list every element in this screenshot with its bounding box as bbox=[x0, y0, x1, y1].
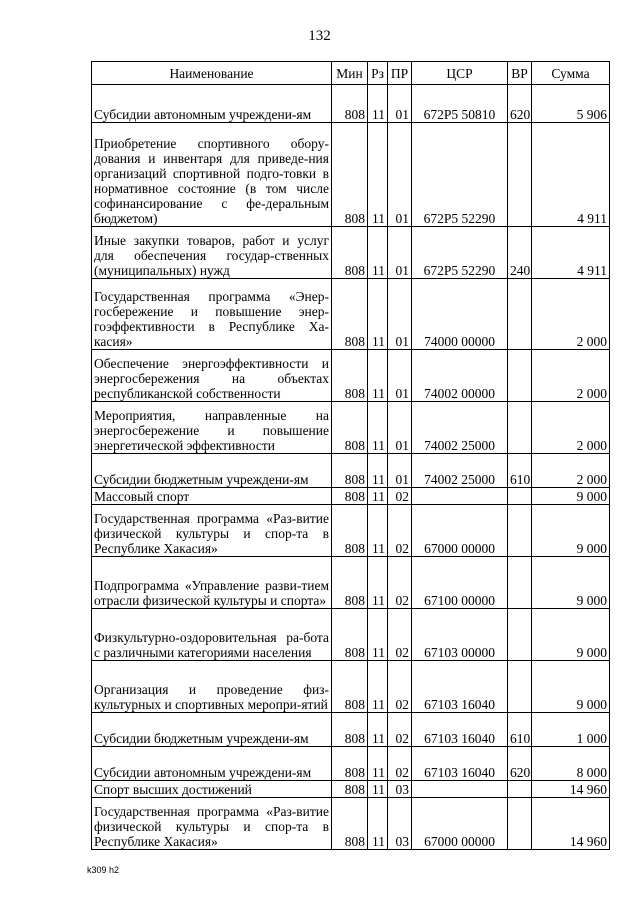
cell-rz: 11 bbox=[368, 505, 388, 557]
table-row bbox=[92, 798, 610, 850]
cell-vr bbox=[508, 781, 532, 798]
cell-rz: 11 bbox=[368, 227, 388, 279]
cell-vr bbox=[508, 798, 532, 850]
cell-csr: 67000 00000 bbox=[412, 798, 508, 850]
cell-vr: 240 bbox=[508, 227, 532, 279]
cell-rz: 11 bbox=[368, 781, 388, 798]
cell-pr: 02 bbox=[388, 747, 412, 781]
table-row bbox=[92, 747, 610, 781]
cell-pr: 02 bbox=[388, 661, 412, 713]
cell-min: 808 bbox=[332, 454, 368, 488]
column-header-csr: ЦСР bbox=[412, 62, 508, 85]
table-body bbox=[92, 85, 610, 850]
cell-name: Субсидии автономным учреждени-ям bbox=[92, 747, 332, 781]
cell-sum: 9 000 bbox=[532, 609, 610, 661]
cell-csr bbox=[412, 488, 508, 505]
cell-sum: 1 000 bbox=[532, 713, 610, 747]
cell-vr bbox=[508, 279, 532, 350]
cell-rz: 11 bbox=[368, 454, 388, 488]
cell-csr: 672P5 52290 bbox=[412, 227, 508, 279]
cell-sum: 2 000 bbox=[532, 279, 610, 350]
table-row bbox=[92, 402, 610, 454]
cell-min: 808 bbox=[332, 747, 368, 781]
cell-name: Приобретение спортивного обору-дования и инвентаря для приведе-ния организаций спортивной подго-товки в нормативное состояние (в том числе софинансирование с фе-деральным бюджетом) bbox=[92, 123, 332, 227]
cell-name: Субсидии автономным учреждени-ям bbox=[92, 85, 332, 123]
cell-pr: 01 bbox=[388, 454, 412, 488]
cell-sum: 5 906 bbox=[532, 85, 610, 123]
cell-rz: 11 bbox=[368, 350, 388, 402]
cell-sum: 4 911 bbox=[532, 123, 610, 227]
cell-name: Подпрограмма «Управление разви-тием отрасли физической культуры и спорта» bbox=[92, 557, 332, 609]
cell-vr bbox=[508, 350, 532, 402]
table-row bbox=[92, 713, 610, 747]
cell-pr: 01 bbox=[388, 227, 412, 279]
cell-name: Обеспечение энергоэффективности и энергосбережения на объектах республиканской собственности bbox=[92, 350, 332, 402]
cell-pr: 01 bbox=[388, 123, 412, 227]
cell-min: 808 bbox=[332, 505, 368, 557]
cell-min: 808 bbox=[332, 402, 368, 454]
cell-csr: 74002 00000 bbox=[412, 350, 508, 402]
cell-rz: 11 bbox=[368, 488, 388, 505]
table-row bbox=[92, 781, 610, 798]
cell-pr: 03 bbox=[388, 798, 412, 850]
table-row bbox=[92, 505, 610, 557]
cell-sum: 14 960 bbox=[532, 798, 610, 850]
table-row bbox=[92, 85, 610, 123]
cell-pr: 01 bbox=[388, 279, 412, 350]
cell-csr: 67103 16040 bbox=[412, 661, 508, 713]
cell-csr: 67103 16040 bbox=[412, 747, 508, 781]
cell-rz: 11 bbox=[368, 609, 388, 661]
cell-csr: 67103 00000 bbox=[412, 609, 508, 661]
cell-rz: 11 bbox=[368, 747, 388, 781]
cell-name: Спорт высших достижений bbox=[92, 781, 332, 798]
cell-pr: 02 bbox=[388, 557, 412, 609]
cell-min: 808 bbox=[332, 713, 368, 747]
cell-vr bbox=[508, 402, 532, 454]
cell-vr bbox=[508, 505, 532, 557]
cell-name: Государственная программа «Раз-витие физической культуры и спор-та в Республике Хакасия» bbox=[92, 798, 332, 850]
cell-sum: 9 000 bbox=[532, 661, 610, 713]
cell-sum: 4 911 bbox=[532, 227, 610, 279]
cell-csr: 74002 25000 bbox=[412, 402, 508, 454]
cell-csr: 74000 00000 bbox=[412, 279, 508, 350]
footer-code: k309 h2 bbox=[87, 865, 120, 875]
table-row bbox=[92, 661, 610, 713]
cell-vr bbox=[508, 661, 532, 713]
column-header-sum: Сумма bbox=[532, 62, 610, 85]
cell-csr: 672P5 50810 bbox=[412, 85, 508, 123]
page-number: 132 bbox=[308, 28, 331, 44]
cell-min: 808 bbox=[332, 488, 368, 505]
cell-pr: 02 bbox=[388, 488, 412, 505]
table-row bbox=[92, 557, 610, 609]
cell-pr: 02 bbox=[388, 505, 412, 557]
table-row bbox=[92, 227, 610, 279]
cell-sum: 2 000 bbox=[532, 454, 610, 488]
column-header-name: Наименование bbox=[92, 62, 332, 85]
cell-pr: 01 bbox=[388, 402, 412, 454]
cell-rz: 11 bbox=[368, 85, 388, 123]
cell-min: 808 bbox=[332, 350, 368, 402]
cell-sum: 8 000 bbox=[532, 747, 610, 781]
cell-rz: 11 bbox=[368, 123, 388, 227]
cell-name: Иные закупки товаров, работ и услуг для обеспечения государ-ственных (муниципальных) нужд bbox=[92, 227, 332, 279]
table-row bbox=[92, 609, 610, 661]
cell-vr: 610 bbox=[508, 713, 532, 747]
cell-min: 808 bbox=[332, 781, 368, 798]
cell-sum: 2 000 bbox=[532, 350, 610, 402]
cell-name: Физкультурно-оздоровительная ра-бота с различными категориями населения bbox=[92, 609, 332, 661]
column-header-min: Мин bbox=[332, 62, 368, 85]
cell-min: 808 bbox=[332, 661, 368, 713]
table-row bbox=[92, 123, 610, 227]
cell-min: 808 bbox=[332, 123, 368, 227]
cell-min: 808 bbox=[332, 609, 368, 661]
cell-name: Массовый спорт bbox=[92, 488, 332, 505]
cell-rz: 11 bbox=[368, 661, 388, 713]
column-header-pr: ПР bbox=[388, 62, 412, 85]
cell-csr: 672P5 52290 bbox=[412, 123, 508, 227]
cell-min: 808 bbox=[332, 85, 368, 123]
cell-csr: 67100 00000 bbox=[412, 557, 508, 609]
cell-sum: 9 000 bbox=[532, 488, 610, 505]
table-row bbox=[92, 279, 610, 350]
table-row bbox=[92, 350, 610, 402]
cell-pr: 02 bbox=[388, 713, 412, 747]
cell-csr: 74002 25000 bbox=[412, 454, 508, 488]
cell-csr: 67000 00000 bbox=[412, 505, 508, 557]
cell-vr: 620 bbox=[508, 85, 532, 123]
cell-rz: 11 bbox=[368, 402, 388, 454]
column-header-rz: Рз bbox=[368, 62, 388, 85]
cell-pr: 02 bbox=[388, 609, 412, 661]
cell-name: Субсидии бюджетным учреждени-ям bbox=[92, 454, 332, 488]
cell-name: Субсидии бюджетным учреждени-ям bbox=[92, 713, 332, 747]
cell-name: Государственная программа «Раз-витие физической культуры и спор-та в Республике Хакасия» bbox=[92, 505, 332, 557]
budget-table bbox=[91, 61, 610, 850]
cell-pr: 03 bbox=[388, 781, 412, 798]
cell-name: Государственная программа «Энер-госбережение и повышение энер-гоэффективности в Республике Ха-касия» bbox=[92, 279, 332, 350]
cell-sum: 9 000 bbox=[532, 505, 610, 557]
cell-name: Мероприятия, направленные на энергосбережение и повышение энергетической эффективности bbox=[92, 402, 332, 454]
table-header-row bbox=[92, 62, 610, 85]
cell-min: 808 bbox=[332, 798, 368, 850]
cell-vr bbox=[508, 557, 532, 609]
cell-vr bbox=[508, 488, 532, 505]
table-row bbox=[92, 454, 610, 488]
cell-vr: 620 bbox=[508, 747, 532, 781]
cell-min: 808 bbox=[332, 279, 368, 350]
cell-sum: 9 000 bbox=[532, 557, 610, 609]
column-header-vr: ВР bbox=[508, 62, 532, 85]
cell-vr: 610 bbox=[508, 454, 532, 488]
cell-vr bbox=[508, 609, 532, 661]
cell-rz: 11 bbox=[368, 713, 388, 747]
cell-rz: 11 bbox=[368, 798, 388, 850]
cell-vr bbox=[508, 123, 532, 227]
table-row bbox=[92, 488, 610, 505]
cell-pr: 01 bbox=[388, 85, 412, 123]
cell-sum: 2 000 bbox=[532, 402, 610, 454]
cell-pr: 01 bbox=[388, 350, 412, 402]
cell-csr: 67103 16040 bbox=[412, 713, 508, 747]
cell-sum: 14 960 bbox=[532, 781, 610, 798]
cell-min: 808 bbox=[332, 227, 368, 279]
cell-rz: 11 bbox=[368, 279, 388, 350]
cell-name: Организация и проведение физ-культурных и спортивных меропри-ятий bbox=[92, 661, 332, 713]
cell-csr bbox=[412, 781, 508, 798]
cell-rz: 11 bbox=[368, 557, 388, 609]
cell-min: 808 bbox=[332, 557, 368, 609]
